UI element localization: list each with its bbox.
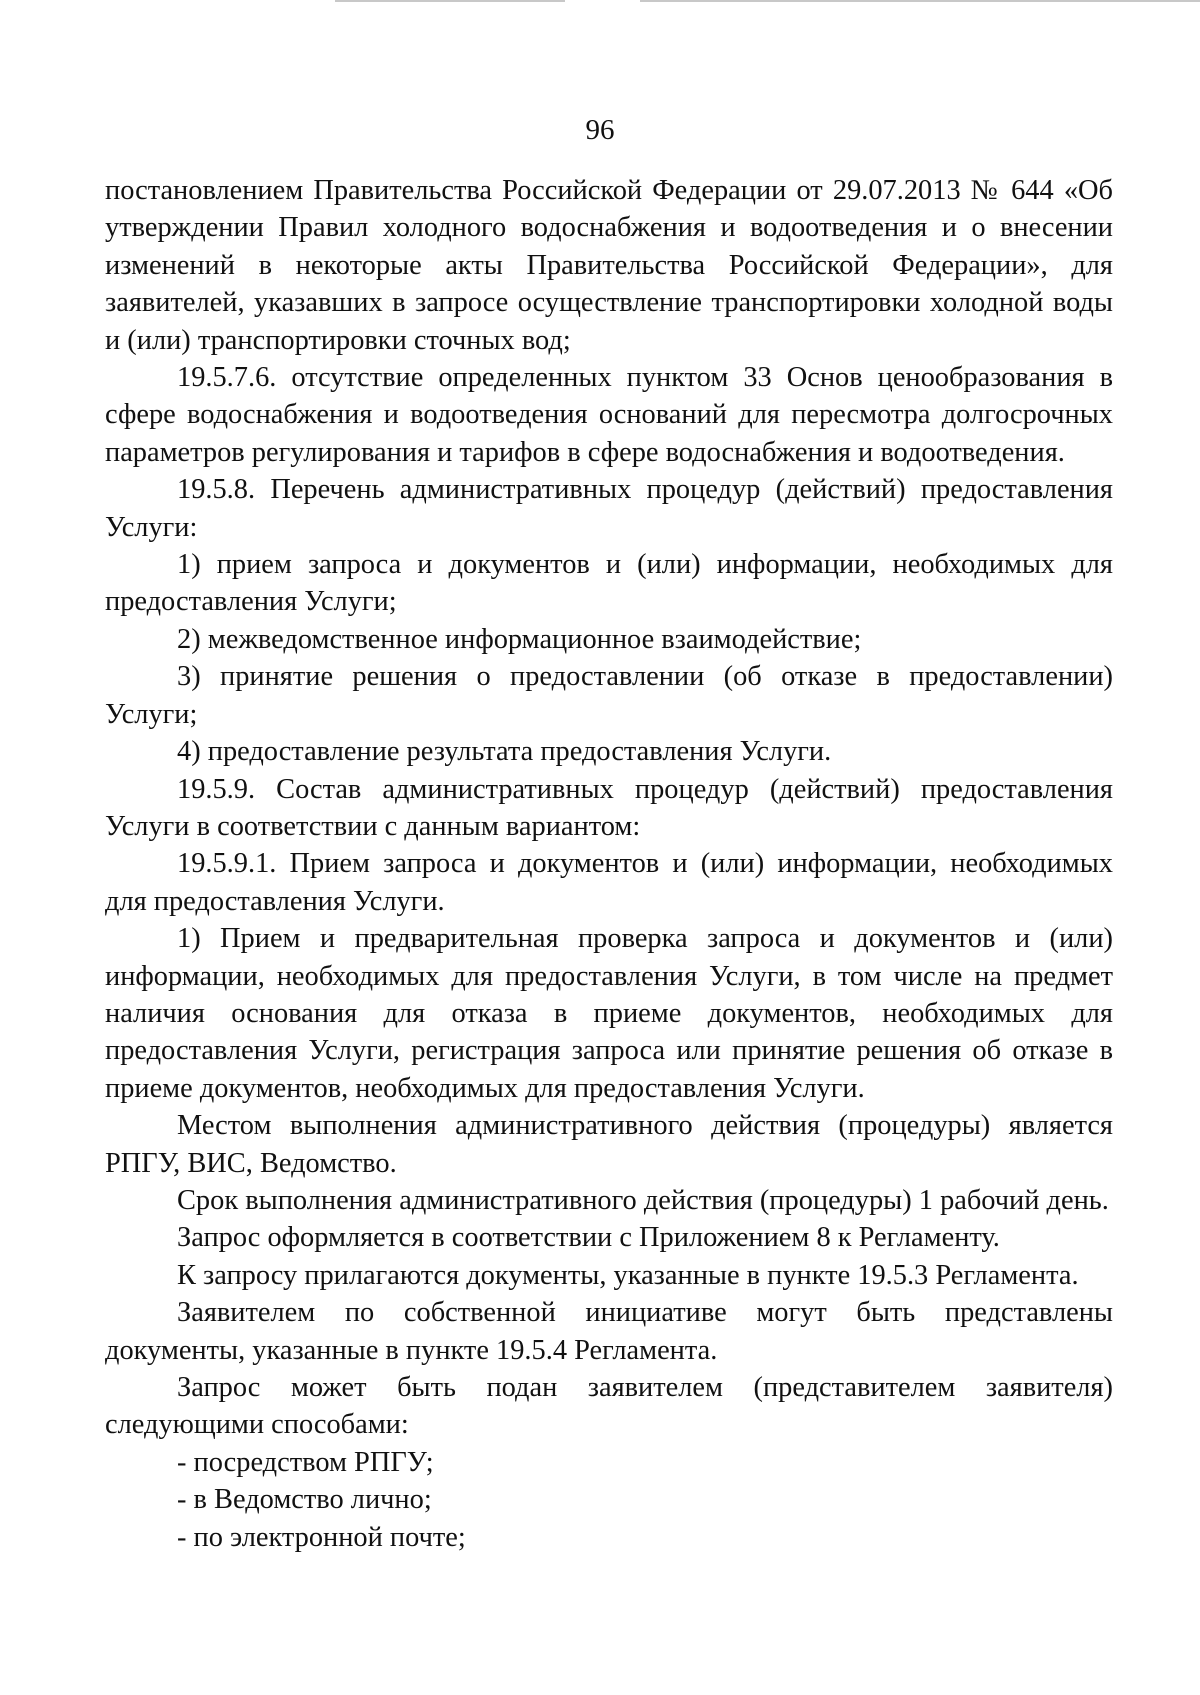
paragraph: Заявителем по собственной инициативе могут быть представлены документы, указанные в пункте 19.5.4 Регламента.	[105, 1297, 1113, 1366]
paragraph: Запрос оформляется в соответствии с Приложением 8 к Регламенту.	[177, 1222, 1000, 1254]
list-item: - посредством РПГУ;	[177, 1446, 434, 1478]
paragraph: 19.5.8. Перечень административных процедур (действий) предоставления Услуги:	[105, 474, 1113, 543]
list-item: - в Ведомство лично;	[177, 1484, 432, 1516]
list-item: 1) прием запроса и документов и (или) информации, необходимых для предоставления Услуги;	[105, 549, 1113, 618]
paragraph: 19.5.9.1. Прием запроса и документов и (или) информации, необходимых для предоставления Услуги.	[105, 848, 1113, 917]
document-body	[105, 172, 1113, 1556]
list-item: 4) предоставление результата предоставления Услуги.	[177, 736, 832, 768]
page-number: 96	[585, 114, 615, 146]
paragraph: Запрос может быть подан заявителем (представителем заявителя) следующими способами:	[105, 1372, 1113, 1441]
list-item: - по электронной почте;	[177, 1521, 466, 1553]
scan-edge-line	[335, 0, 565, 2]
paragraph: Срок выполнения административного действия (процедуры) 1 рабочий день.	[177, 1184, 1109, 1216]
scan-edge-line	[640, 0, 1200, 2]
paragraph: К запросу прилагаются документы, указанные в пункте 19.5.3 Регламента.	[177, 1259, 1079, 1291]
list-item: 2) межведомственное информационное взаимодействие;	[177, 623, 862, 655]
paragraph: 19.5.9. Состав административных процедур (действий) предоставления Услуги в соответствии с данным вариантом:	[105, 773, 1113, 842]
paragraph: Местом выполнения административного действия (процедуры) является РПГУ, ВИС, Ведомство.	[105, 1110, 1113, 1179]
paragraph: постановлением Правительства Российской Федерации от 29.07.2013 № 644 «Об утверждении Правил холодного водоснабжения и водоотведения и о внесении изменений в некоторые акты Правительства Российской Федерации», для заявителей, указавших в запросе осуществление транспортировки холодной воды и (или) транспортировки сточных вод;	[105, 175, 1113, 356]
paragraph: 1) Прием и предварительная проверка запроса и документов и (или) информации, необходимых для предоставления Услуги, в том числе на предмет наличия основания для отказа в приеме документов, необходимых для предоставления Услуги, регистрация запроса или принятие решения об отказе в приеме документов, необходимых для предоставления Услуги.	[105, 923, 1113, 1104]
paragraph: 19.5.7.6. отсутствие определенных пунктом 33 Основ ценообразования в сфере водоснабжения и водоотведения оснований для пересмотра долгосрочных параметров регулирования и тарифов в сфере водоснабжения и водоотведения.	[105, 362, 1113, 468]
list-item: 3) принятие решения о предоставлении (об отказе в предоставлении) Услуги;	[105, 661, 1113, 730]
